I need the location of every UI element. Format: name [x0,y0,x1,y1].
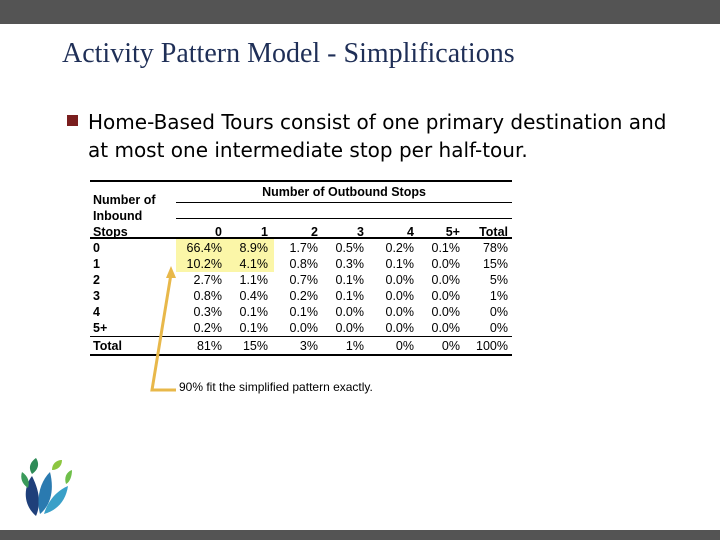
col-header-total: Total [479,225,508,239]
row-header-line-3: Stops [93,225,128,239]
cell: 0.1% [385,257,414,271]
cell: 0.8% [193,289,222,303]
total-cell: 81% [196,339,222,353]
cell: 0.0% [385,305,414,319]
col-header-5: 5+ [445,225,460,239]
cell: 0.0% [431,257,460,271]
cell: 0.1% [239,305,268,319]
row-label-0: 0 [93,241,100,255]
cell: 0.7% [289,273,318,287]
cell: 0.1% [239,321,268,335]
cell: 0.0% [385,289,414,303]
total-cell: 0% [441,339,460,353]
cell: 0.0% [431,305,460,319]
bullet-marker-icon [67,115,78,126]
bottom-bar [0,530,720,540]
rule-top [90,180,512,182]
col-header-4: 4 [407,225,414,239]
top-bar [0,0,720,24]
row-header-line-2: Inbound [93,209,143,223]
cell: 0.1% [335,273,364,287]
cell: 5% [489,273,508,287]
cell: 0.0% [335,305,364,319]
cell: 1% [489,289,508,303]
row-label-3: 3 [93,289,100,303]
cell: 0.1% [289,305,318,319]
cell: 0% [489,305,508,319]
bullet-text: Home-Based Tours consist of one primary destination and at most one intermediate stop per half-tour. [88,110,667,162]
cell: 4.1% [239,257,268,271]
col-header-1: 1 [261,225,268,239]
row-label-5: 5+ [93,321,108,335]
cell: 78% [482,241,508,255]
total-cell: 3% [299,339,318,353]
total-cell: 100% [476,339,508,353]
rule-group [176,202,512,203]
cell: 15% [482,257,508,271]
cell: 1.7% [289,241,318,255]
slide-title: Activity Pattern Model - Simplifications [62,38,515,69]
row-label-2: 2 [93,273,100,287]
cell: 0.0% [335,321,364,335]
cell: 0.0% [431,273,460,287]
cell: 66.4% [186,241,222,255]
rule-group-2 [176,218,512,219]
row-label-1: 1 [93,257,100,271]
cell: 0.0% [431,321,460,335]
group-header: Number of Outbound Stops [262,185,426,199]
cell: 0.0% [385,321,414,335]
cell: 0.1% [335,289,364,303]
cell: 0.0% [385,273,414,287]
cell: 0.2% [193,321,222,335]
cell: 8.9% [239,241,268,255]
cell: 0.4% [239,289,268,303]
cell: 0% [489,321,508,335]
total-cell: 0% [395,339,414,353]
col-header-3: 3 [357,225,364,239]
total-cell: 15% [242,339,268,353]
col-header-0: 0 [215,225,222,239]
cell: 0.1% [431,241,460,255]
cell: 0.8% [289,257,318,271]
total-cell: 1% [345,339,364,353]
cell: 1.1% [239,273,268,287]
fit-note: 90% fit the simplified pattern exactly. [179,380,373,394]
pointer-arrow-icon [140,258,190,398]
cell: 10.2% [186,257,222,271]
cell: 0.3% [193,305,222,319]
total-label: Total [93,339,122,353]
cell: 0.2% [289,289,318,303]
row-label-4: 4 [93,305,100,319]
leaf-logo-icon [18,458,72,520]
cell: 2.7% [193,273,222,287]
cell: 0.0% [431,289,460,303]
cell: 0.0% [289,321,318,335]
cell: 0.3% [335,257,364,271]
cell: 0.5% [335,241,364,255]
row-header-line-1: Number of [93,193,156,207]
cell: 0.2% [385,241,414,255]
col-header-2: 2 [311,225,318,239]
